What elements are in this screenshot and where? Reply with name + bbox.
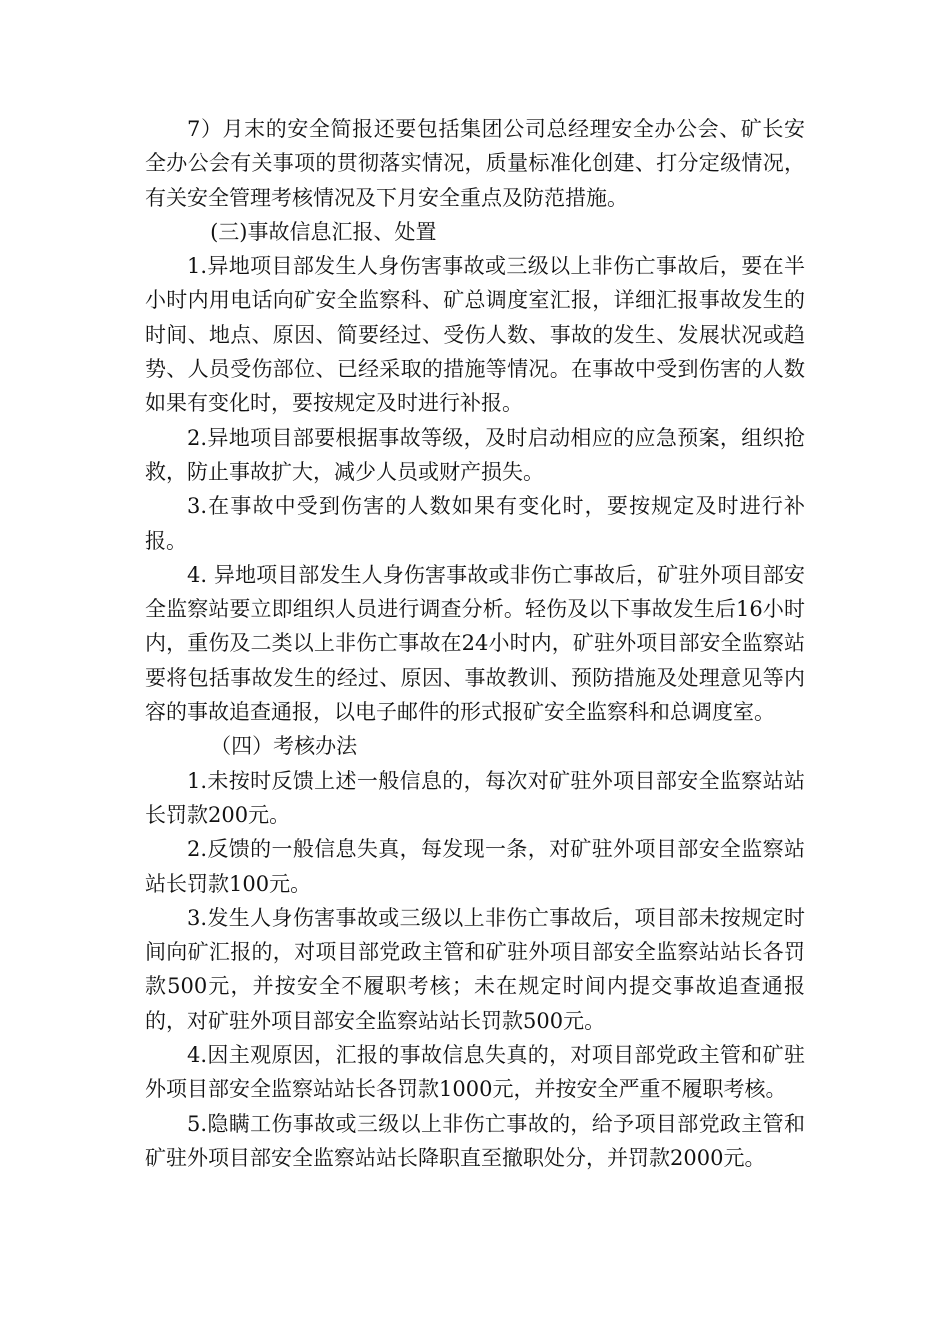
paragraph-item-3: 3.在事故中受到伤害的人数如果有变化时，要按规定及时进行补报。 — [145, 494, 805, 553]
paragraph-assessment-2: 2.反馈的一般信息失真，每发现一条，对矿驻外项目部安全监察站站长罚款100元。 — [145, 837, 805, 896]
paragraph-monthly-briefing: 7）月末的安全简报还要包括集团公司总经理安全办公会、矿长安全办公会有关事项的贯彻落实情况，质量标准化创建、打分定级情况，有关安全管理考核情况及下月安全重点及防范措施。 — [145, 117, 805, 210]
paragraph-item-2: 2.异地项目部要根据事故等级，及时启动相应的应急预案，组织抢救，防止事故扩大，减少人员或财产损失。 — [145, 425, 805, 484]
section-heading-accident-reporting: (三)事故信息汇报、处置 — [210, 219, 437, 244]
section-heading-assessment: （四）考核办法 — [210, 734, 358, 759]
paragraph-item-1: 1.异地项目部发生人身伤害事故或三级以上非伤亡事故后，要在半小时内用电话向矿安全监察科、矿总调度室汇报，详细汇报事故发生的时间、地点、原因、简要经过、受伤人数、事故的发生、发展状况或趋势、人员受伤部位、已经采取的措施等情况。在事故中受到伤害的人数如果有变化时，要按规定及时进行补报。 — [145, 254, 805, 416]
paragraph-assessment-4: 4.因主观原因，汇报的事故信息失真的，对项目部党政主管和矿驻外项目部安全监察站站长各罚款1000元，并按安全严重不履职考核。 — [145, 1043, 805, 1102]
paragraph-item-4: 4. 异地项目部发生人身伤害事故或非伤亡事故后，矿驻外项目部安全监察站要立即组织人员进行调查分析。轻伤及以下事故发生后16小时内，重伤及二类以上非伤亡事故在24小时内，矿驻外项目部安全监察站要将包括事故发生的经过、原因、事故教训、预防措施及处理意见等内容的事故追查通报，以电子邮件的形式报矿安全监察科和总调度室。 — [145, 562, 805, 725]
paragraph-assessment-3: 3.发生人身伤害事故或三级以上非伤亡事故后，项目部未按规定时间向矿汇报的，对项目部党政主管和矿驻外项目部安全监察站站长各罚款500元，并按安全不履职考核；未在规定时间内提交事故追查通报的，对矿驻外项目部安全监察站站长罚款500元。 — [145, 905, 805, 1033]
paragraph-assessment-1: 1.未按时反馈上述一般信息的，每次对矿驻外项目部安全监察站站长罚款200元。 — [145, 768, 805, 827]
document-body — [145, 112, 805, 1175]
paragraph-assessment-5: 5.隐瞒工伤事故或三级以上非伤亡事故的，给予项目部党政主管和矿驻外项目部安全监察站站长降职直至撤职处分，并罚款2000元。 — [145, 1111, 805, 1170]
